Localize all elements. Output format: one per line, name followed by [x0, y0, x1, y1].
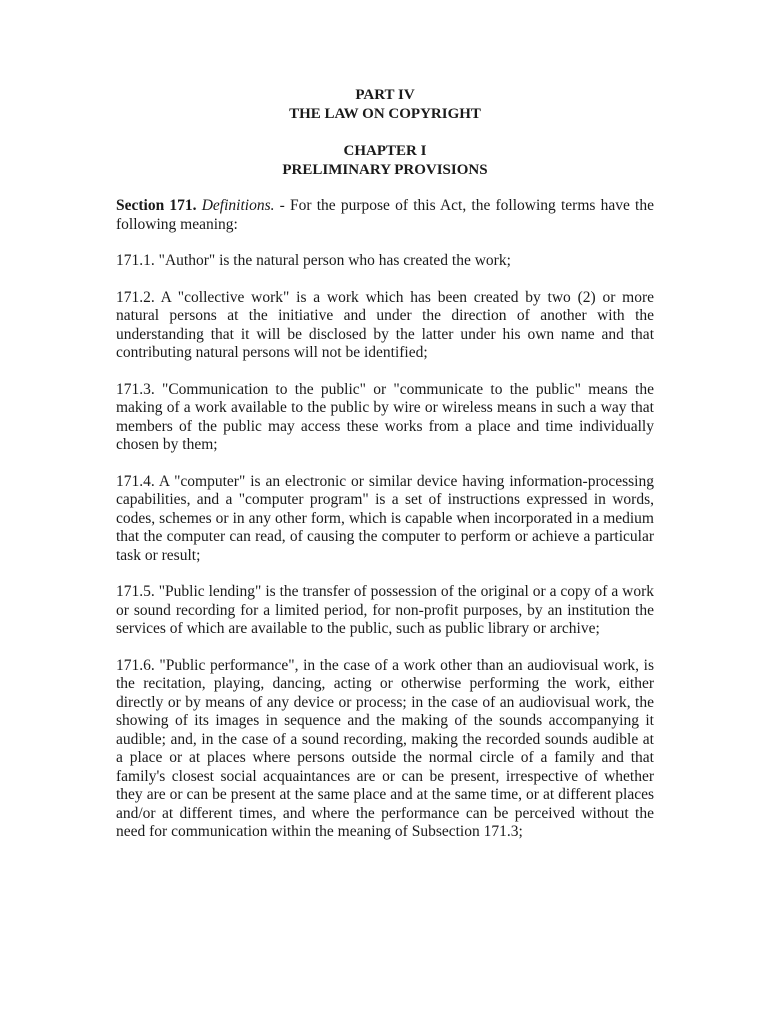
- definition-paragraph: 171.4. A "computer" is an electronic or similar device having information-processing capabilities, and a "computer program" is a set of instructions expressed in words, codes, schemes or in any other form, which is capable when incorporated in a medium that the computer can read, of causing the computer to perform or achieve a particular task or result;: [116, 472, 654, 564]
- section-intro-text: - For the purpose of this Act, the following terms have the following meaning:: [116, 197, 654, 233]
- part-heading: [116, 86, 654, 124]
- definition-paragraph: 171.5. "Public lending" is the transfer of possession of the original or a copy of a work or sound recording for a limited period, for non-profit purposes, by an institution the services of which are available to the public, such as public library or archive;: [116, 583, 654, 637]
- section-label: Section 171.: [116, 197, 197, 214]
- definition-paragraph: 171.2. A "collective work" is a work which has been created by two (2) or more natural persons at the initiative and under the direction of another with the understanding that it will be disclosed by the latter under his own name and that contributing natural persons will not be identified;: [116, 288, 654, 361]
- chapter-number: CHAPTER I: [343, 143, 427, 159]
- definition-paragraph: 171.6. "Public performance", in the case of a work other than an audiovisual work, is the recitation, playing, dancing, acting or otherwise performing the work, either directly or by means of any device or process; in the case of an audiovisual work, the showing of its images in sequence and the making of the sounds accompanying it audible; and, in the case of a sound recording, making the recorded sounds audible at a place or at places where persons outside the normal circle of a family and that family's closest social acquaintances are or can be present, irrespective of whether they are or can be present at the same place and at the same time, or at different places and/or at different times, and where the performance can be perceived without the need for communication within the meaning of Subsection 171.3;: [116, 656, 654, 840]
- section-title: Definitions.: [201, 197, 275, 214]
- document-page: [116, 86, 654, 860]
- section-intro-paragraph: [116, 197, 654, 234]
- chapter-heading: [116, 142, 654, 180]
- chapter-title: PRELIMINARY PROVISIONS: [282, 162, 488, 178]
- definition-paragraph: 171.3. "Communication to the public" or "communicate to the public" means the making of a work available to the public by wire or wireless means in such a way that members of the public may access these works from a place and time individually chosen by them;: [116, 380, 654, 453]
- definition-paragraph: 171.1. "Author" is the natural person who has created the work;: [116, 252, 511, 269]
- part-title: THE LAW ON COPYRIGHT: [289, 106, 481, 122]
- part-number: PART IV: [355, 87, 415, 103]
